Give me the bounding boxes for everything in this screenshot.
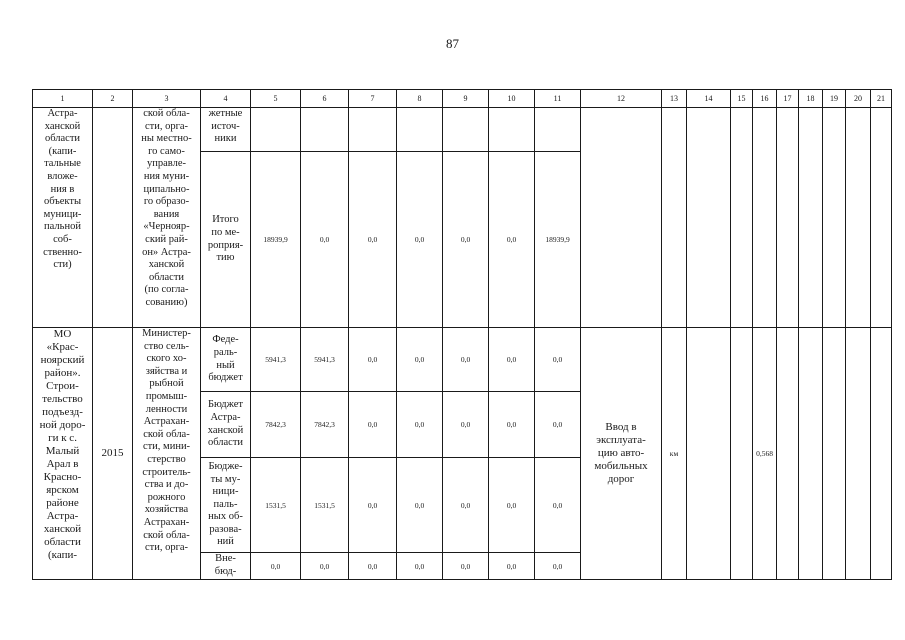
column-number-header: 5 (251, 90, 301, 108)
value-cell (443, 108, 489, 152)
value-cell: 1531,5 (251, 458, 301, 553)
value-cell: 0,0 (397, 328, 443, 392)
empty-cell (731, 328, 753, 580)
value-cell: 0,0 (397, 392, 443, 458)
value-cell: 7842,3 (301, 392, 349, 458)
table-row (33, 328, 892, 392)
value-cell: 0,0 (397, 553, 443, 580)
value-cell: 0,0 (397, 152, 443, 328)
empty-cell (871, 328, 892, 580)
empty-cell (753, 108, 777, 328)
value-cell: 0,0 (349, 328, 397, 392)
value-cell: 0,0 (301, 152, 349, 328)
value-cell: 0,0 (349, 392, 397, 458)
value-cell (397, 108, 443, 152)
empty-cell (799, 108, 823, 328)
value-cell: 0,0 (301, 553, 349, 580)
empty-cell (846, 108, 871, 328)
value-cell: 0,0 (489, 152, 535, 328)
value-cell: 7842,3 (251, 392, 301, 458)
empty-cell (687, 328, 731, 580)
value-cell: 0,0 (443, 458, 489, 553)
value-cell: 0,0 (349, 458, 397, 553)
empty-cell (823, 328, 846, 580)
value-cell: 5941,3 (301, 328, 349, 392)
value-cell: 0,0 (489, 458, 535, 553)
object-name-cell: Астра- ханской области (капи- тальные вложе- ния в объекты муници- пальной соб- ственно- сти) (33, 108, 93, 328)
column-number-header: 6 (301, 90, 349, 108)
value-cell: 0,0 (397, 458, 443, 553)
column-number-header: 12 (581, 90, 662, 108)
column-number-header: 13 (662, 90, 687, 108)
column-number-header: 11 (535, 90, 581, 108)
column-number-header: 21 (871, 90, 892, 108)
value-cell: 0,0 (535, 553, 581, 580)
table-row (33, 108, 892, 152)
column-number-header: 19 (823, 90, 846, 108)
year-cell (93, 108, 133, 328)
column-number-header: 3 (133, 90, 201, 108)
value-16-cell: 0,568 (753, 328, 777, 580)
funding-source-cell: Феде- раль- ный бюджет (201, 328, 251, 392)
empty-cell (731, 108, 753, 328)
empty-cell (687, 108, 731, 328)
funding-source-cell: Вне- бюд- (201, 553, 251, 580)
column-number-header: 9 (443, 90, 489, 108)
empty-cell (799, 328, 823, 580)
value-cell: 18939,9 (535, 152, 581, 328)
object-name-cell: МО «Крас- ноярский район». Строи- тельство подъезд- ной доро- ги к с. Малый Арал в Красно- ярском районе Астра- ханской области (капи- (33, 328, 93, 580)
value-cell (301, 108, 349, 152)
column-number-header: 17 (777, 90, 799, 108)
header-row (33, 90, 892, 108)
value-cell: 0,0 (489, 553, 535, 580)
empty-cell (823, 108, 846, 328)
column-number-header: 8 (397, 90, 443, 108)
value-cell: 0,0 (535, 392, 581, 458)
funding-source-cell: Итого по ме- роприя- тию (201, 152, 251, 328)
value-cell: 0,0 (349, 553, 397, 580)
executor-cell: Министер- ство сель- ского хо- зяйства и рыбной промыш- ленности Астрахан- ской обла- сти, мини- стерство строитель- ства и до- рожного хозяйства Астрахан- ской обла- сти, орга- (133, 328, 201, 580)
year-cell: 2015 (93, 328, 133, 580)
value-cell: 0,0 (535, 328, 581, 392)
value-cell (535, 108, 581, 152)
column-number-header: 14 (687, 90, 731, 108)
value-cell: 0,0 (251, 553, 301, 580)
column-number-header: 16 (753, 90, 777, 108)
funding-source-cell: Бюдже- ты му- ници- паль- ных об- разова- ний (201, 458, 251, 553)
column-number-header: 1 (33, 90, 93, 108)
value-cell: 1531,5 (301, 458, 349, 553)
value-cell (251, 108, 301, 152)
result-cell: Ввод в эксплуата- цию авто- мобильных дорог (581, 328, 662, 580)
column-number-header: 4 (201, 90, 251, 108)
value-cell: 0,0 (443, 152, 489, 328)
column-number-header: 18 (799, 90, 823, 108)
empty-cell (871, 108, 892, 328)
value-cell: 0,0 (443, 328, 489, 392)
value-cell (349, 108, 397, 152)
value-cell: 0,0 (489, 392, 535, 458)
value-cell: 0,0 (443, 553, 489, 580)
executor-cell: ской обла- сти, орга- ны местно- го само- управле- ния муни- ципально- го образо- вания «Чернояр- ский рай- он» Астра- ханской области (по согла- сованию) (133, 108, 201, 328)
value-cell: 5941,3 (251, 328, 301, 392)
value-cell: 18939,9 (251, 152, 301, 328)
empty-cell (846, 328, 871, 580)
unit-cell (662, 108, 687, 328)
column-number-header: 15 (731, 90, 753, 108)
value-cell: 0,0 (443, 392, 489, 458)
program-table (32, 89, 892, 580)
value-cell: 0,0 (535, 458, 581, 553)
empty-cell (777, 108, 799, 328)
value-cell: 0,0 (349, 152, 397, 328)
value-cell (489, 108, 535, 152)
result-cell (581, 108, 662, 328)
funding-source-cell: Бюджет Астра- ханской области (201, 392, 251, 458)
value-cell: 0,0 (489, 328, 535, 392)
column-number-header: 7 (349, 90, 397, 108)
column-number-header: 2 (93, 90, 133, 108)
funding-source-cell: жетные источ- ники (201, 108, 251, 152)
column-number-header: 20 (846, 90, 871, 108)
column-number-header: 10 (489, 90, 535, 108)
empty-cell (777, 328, 799, 580)
unit-cell: км (662, 328, 687, 580)
page-number: 87 (446, 36, 459, 51)
